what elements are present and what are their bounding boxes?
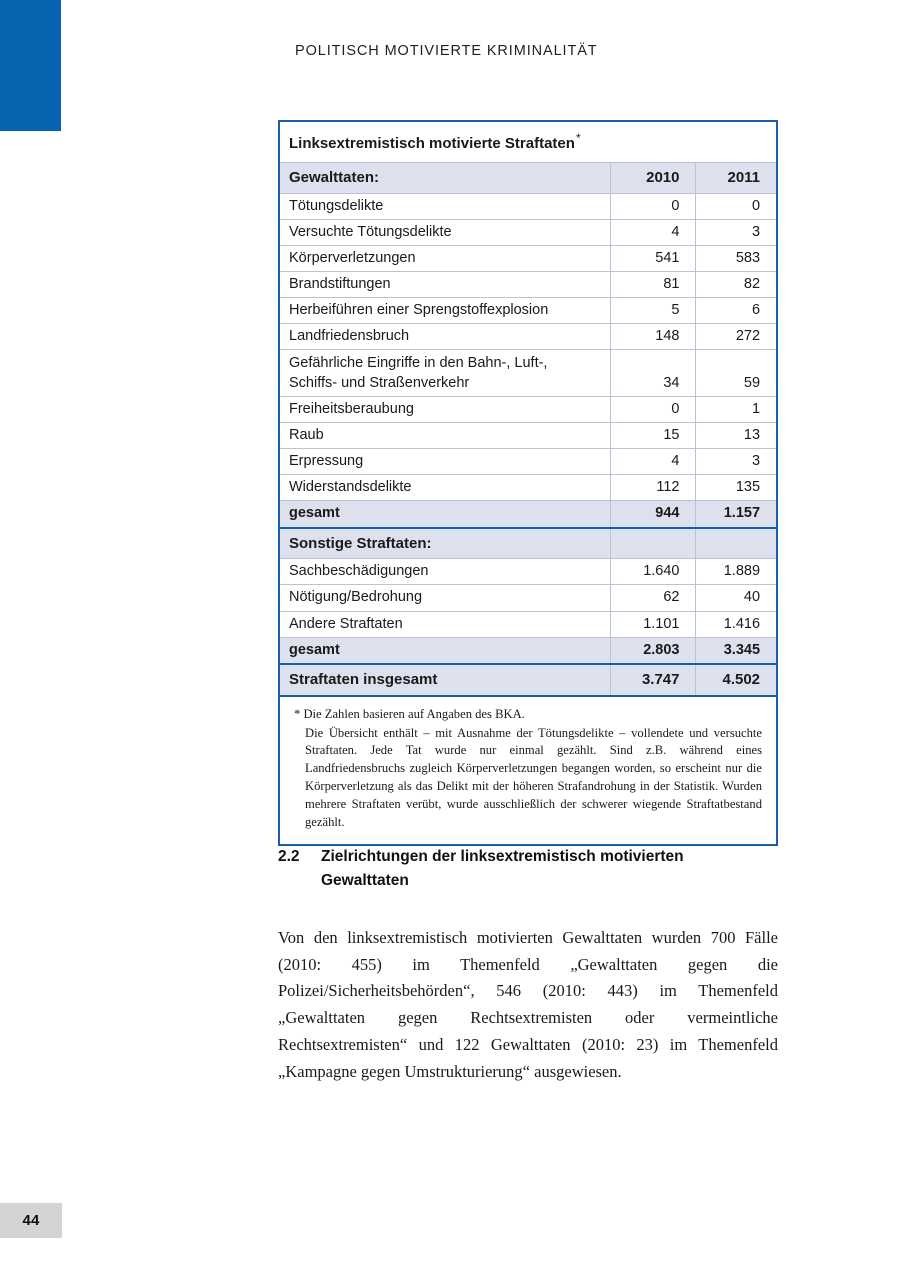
total-value-2011: 3.345 [695, 637, 776, 664]
page-number: 44 [22, 1212, 40, 1229]
corner-accent-block [0, 0, 61, 131]
row-value-2011: 59 [695, 350, 776, 397]
table-row [280, 423, 776, 449]
column-header-2011: 2011 [695, 162, 776, 193]
row-value-2011: 3 [695, 219, 776, 245]
table-row [280, 585, 776, 611]
table-row-grand-total [280, 664, 776, 695]
row-value-2010: 5 [610, 298, 695, 324]
row-label: Andere Straftaten [280, 611, 610, 637]
row-label: Raub [280, 423, 610, 449]
row-label: Körperverletzungen [280, 245, 610, 271]
row-value-2011: 3 [695, 449, 776, 475]
row-value-2010: 1.101 [610, 611, 695, 637]
table-title-row [280, 122, 776, 162]
statistics-table-container [278, 120, 778, 846]
section-heading-label: Gewalttaten: [280, 162, 610, 193]
total-value-2010: 944 [610, 501, 695, 528]
statistics-table [280, 122, 776, 695]
table-row [280, 324, 776, 350]
footnote-line-first: * Die Zahlen basieren auf Angaben des BKA. [294, 706, 525, 721]
row-value-2010: 541 [610, 245, 695, 271]
grand-total-value-2010: 3.747 [610, 664, 695, 695]
footnote-body: Die Übersicht enthält – mit Ausnahme der Tötungsdelikte – vollendete und versuchte Straftaten. Jede Tat wurde nur einmal gezählt. Sind z.B. während eines Landfriedensbruchs zugleich Körperverletzungen begangen worden, so erscheint nur die Körperverletzung als das Delikt mit der höheren Strafandrohung in der Statistik. Wurden mehrere Straftaten verübt, wurde ausschließlich der schwerer wiegende Straftatbestand gezählt. [305, 725, 762, 829]
row-value-2010: 81 [610, 271, 695, 297]
row-label: Versuchte Tötungsdelikte [280, 219, 610, 245]
table-row [280, 245, 776, 271]
table-row [280, 298, 776, 324]
row-value-2011: 272 [695, 324, 776, 350]
section-title-line1: Zielrichtungen der linksextremistisch motivierten [321, 848, 684, 865]
row-value-2011: 1 [695, 396, 776, 422]
grand-total-value-2011: 4.502 [695, 664, 776, 695]
table-row [280, 219, 776, 245]
table-row [280, 271, 776, 297]
row-value-2011: 1.889 [695, 559, 776, 585]
table-row [280, 559, 776, 585]
section-title-line2: Gewalttaten [321, 872, 409, 890]
row-value-2010: 4 [610, 449, 695, 475]
table-row-total-gewalttaten [280, 501, 776, 528]
row-label: Herbeiführen einer Sprengstoffexplosion [280, 298, 610, 324]
table-row [280, 193, 776, 219]
row-value-2011: 82 [695, 271, 776, 297]
column-header-2010: 2010 [610, 162, 695, 193]
running-head: POLITISCH MOTIVIERTE KRIMINALITÄT [295, 43, 598, 59]
table-footnote [280, 695, 776, 844]
total-value-2010: 2.803 [610, 637, 695, 664]
row-value-2010: 0 [610, 396, 695, 422]
table-row [280, 611, 776, 637]
section-number: 2.2 [278, 848, 300, 865]
row-value-2010: 1.640 [610, 559, 695, 585]
grand-total-label: Straftaten insgesamt [280, 664, 610, 695]
row-label: Brandstiftungen [280, 271, 610, 297]
row-label: Sachbeschädigungen [280, 559, 610, 585]
row-value-2011: 13 [695, 423, 776, 449]
total-label: gesamt [280, 501, 610, 528]
page-number-tab [0, 1203, 62, 1238]
row-label: Landfriedensbruch [280, 324, 610, 350]
row-value-2011: 40 [695, 585, 776, 611]
row-label: Widerstandsdelikte [280, 475, 610, 501]
row-label [280, 350, 610, 397]
table-section-header-gewalttaten [280, 162, 776, 193]
row-label: Freiheitsberaubung [280, 396, 610, 422]
table-row [280, 449, 776, 475]
row-label: Erpressung [280, 449, 610, 475]
row-label: Tötungsdelikte [280, 193, 610, 219]
table-row [280, 350, 776, 397]
row-value-2010: 148 [610, 324, 695, 350]
row-label: Nötigung/Bedrohung [280, 585, 610, 611]
row-value-2011: 6 [695, 298, 776, 324]
table-title: Linksextremistisch motivierte Straftaten [289, 135, 575, 152]
row-value-2010: 0 [610, 193, 695, 219]
row-value-2010: 4 [610, 219, 695, 245]
row-label-line2: Schiffs- und Straßenverkehr [289, 374, 470, 391]
row-value-2011: 1.416 [695, 611, 776, 637]
footnote-marker-icon: * [575, 131, 581, 145]
row-value-2010: 34 [610, 350, 695, 397]
row-value-2011: 583 [695, 245, 776, 271]
total-label: gesamt [280, 637, 610, 664]
table-row [280, 475, 776, 501]
row-value-2010: 62 [610, 585, 695, 611]
row-value-2010: 15 [610, 423, 695, 449]
total-value-2011: 1.157 [695, 501, 776, 528]
body-paragraph: Von den linksextremistisch motivierten Gewalttaten wurden 700 Fälle (2010: 455) im Themenfeld „Gewalttaten gegen die Polizei/Sicherheitsbehörden“, 546 (2010: 443) im Themenfeld „Gewalttaten gegen Rechtsextremisten oder vermeintliche Rechtsextremisten“ und 122 Gewalttaten (2010: 23) im Themenfeld „Kampagne gegen Umstrukturierung“ ausgewiesen. [278, 928, 778, 1081]
section-heading-label: Sonstige Straftaten: [280, 528, 610, 559]
section-heading [278, 845, 783, 893]
row-label-line1: Gefährliche Eingriffe in den Bahn-, Luft-, [289, 355, 548, 372]
table-section-header-sonstige [280, 528, 776, 559]
row-value-2011: 135 [695, 475, 776, 501]
section-heading-spacer-2010 [610, 528, 695, 559]
row-value-2010: 112 [610, 475, 695, 501]
section-heading-spacer-2011 [695, 528, 776, 559]
row-value-2011: 0 [695, 193, 776, 219]
table-row-total-sonstige [280, 637, 776, 664]
table-row [280, 396, 776, 422]
table-title-cell [280, 122, 776, 162]
